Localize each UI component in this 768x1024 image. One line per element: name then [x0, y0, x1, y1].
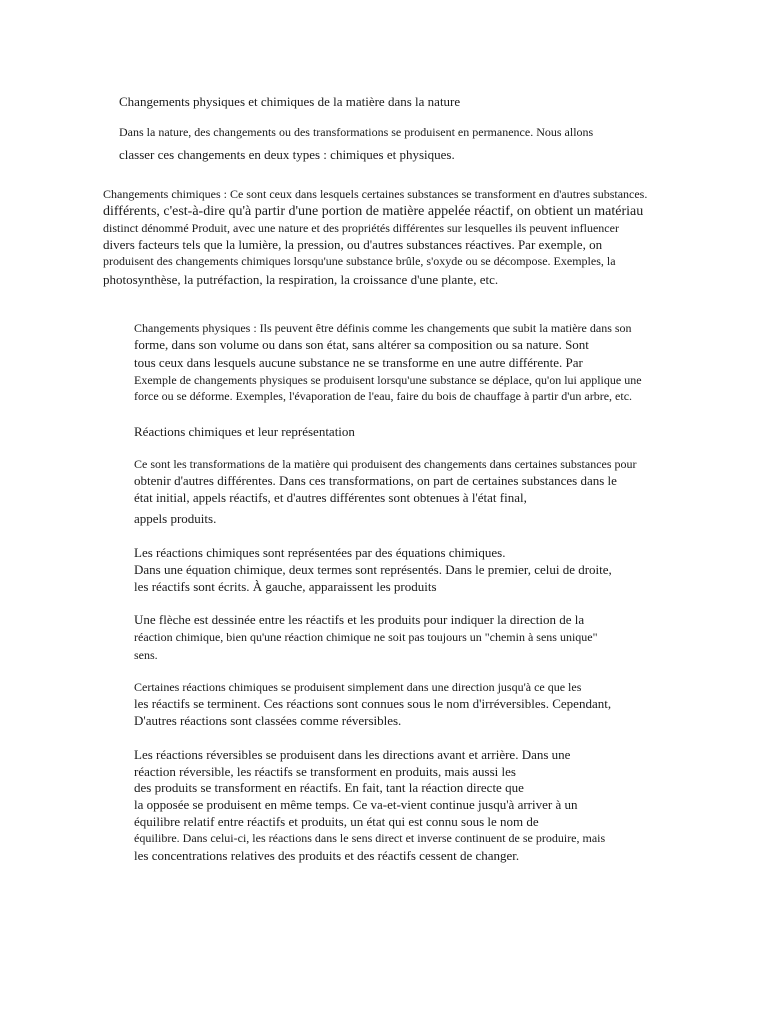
reactions-p4-line: Certaines réactions chimiques se produisent simplement dans une direction jusqu'à ce que les: [134, 680, 582, 694]
reactions-p3-line: réaction chimique, bien qu'une réaction chimique ne soit pas toujours un "chemin à sens unique": [134, 630, 598, 644]
intro-line: Dans la nature, des changements ou des transformations se produisent en permanence. Nous allons: [119, 125, 594, 139]
reactions-p5-line: Les réactions réversibles se produisent dans les directions avant et arrière. Dans une: [134, 747, 571, 762]
reactions-p5-line: la opposée se produisent en même temps. Ce va-et-vient continue jusqu'à arriver à un: [134, 797, 578, 812]
reactions-p2-line: les réactifs sont écrits. À gauche, apparaissent les produits: [134, 579, 437, 594]
chimiques-line: distinct dénommé Produit, avec une nature et des propriétés différentes sur lesquelles ils peuvent influencer: [103, 221, 619, 235]
chimiques-line: différents, c'est-à-dire qu'à partir d'une portion de matière appelée réactif, on obtient un matériau: [103, 204, 644, 219]
physiques-line: Exemple de changements physiques se produisent lorsqu'une substance se déplace, qu'on lui applique une: [134, 373, 642, 387]
reactions-p5-line: équilibre. Dans celui-ci, les réactions dans le sens direct et inverse continuent de se produire, mais: [134, 831, 606, 845]
reactions-p5-line: des produits se transforment en réactifs. En fait, tant la réaction directe que: [134, 780, 524, 795]
reactions-p1-line: Ce sont les transformations de la matière qui produisent des changements dans certaines substances pour: [134, 457, 637, 471]
reactions-p4-line: D'autres réactions sont classées comme réversibles.: [134, 713, 402, 728]
physiques-line: force ou se déforme. Exemples, l'évaporation de l'eau, faire du bois de chauffage à partir d'un arbre, etc.: [134, 389, 633, 403]
document-title: Changements physiques et chimiques de la matière dans la nature: [119, 94, 461, 109]
reactions-p1-line: obtenir d'autres différentes. Dans ces transformations, on part de certaines substances dans le: [134, 473, 617, 488]
section-heading: Réactions chimiques et leur représentation: [134, 424, 355, 439]
chimiques-line: Changements chimiques : Ce sont ceux dans lesquels certaines substances se transforment en d'autres substances.: [103, 187, 648, 201]
reactions-p1-line: état initial, appels réactifs, et d'autres différentes sont obtenues à l'état final,: [134, 490, 527, 505]
reactions-p2-line: Dans une équation chimique, deux termes sont représentés. Dans le premier, celui de droite,: [134, 562, 612, 577]
chimiques-line: photosynthèse, la putréfaction, la respiration, la croissance d'une plante, etc.: [103, 272, 499, 287]
reactions-p1-line: appels produits.: [134, 511, 217, 526]
reactions-p3-line: sens.: [134, 648, 158, 662]
reactions-p5-line: les concentrations relatives des produits et des réactifs cessent de changer.: [134, 848, 520, 863]
reactions-p4-line: les réactifs se terminent. Ces réactions sont connues sous le nom d'irréversibles. Cependant,: [134, 696, 612, 711]
chimiques-line: produisent des changements chimiques lorsqu'une substance brûle, s'oxyde ou se décompose. Exemples, la: [103, 254, 616, 268]
physiques-line: forme, dans son volume ou dans son état, sans altérer sa composition ou sa nature. Sont: [134, 337, 589, 352]
reactions-p2-line: Les réactions chimiques sont représentées par des équations chimiques.: [134, 545, 506, 560]
reactions-p5-line: réaction réversible, les réactifs se transforment en produits, mais aussi les: [134, 764, 516, 779]
reactions-p5-line: équilibre relatif entre réactifs et produits, un état qui est connu sous le nom de: [134, 814, 539, 829]
reactions-p3-line: Une flèche est dessinée entre les réactifs et les produits pour indiquer la direction de la: [134, 612, 585, 627]
intro-line: classer ces changements en deux types : chimiques et physiques.: [119, 147, 455, 162]
chimiques-line: divers facteurs tels que la lumière, la pression, ou d'autres substances réactives. Par exemple, on: [103, 237, 603, 252]
physiques-line: Changements physiques : Ils peuvent être définis comme les changements que subit la matière dans son: [134, 321, 632, 335]
physiques-line: tous ceux dans lesquels aucune substance ne se transforme en une autre différente. Par: [134, 355, 583, 370]
